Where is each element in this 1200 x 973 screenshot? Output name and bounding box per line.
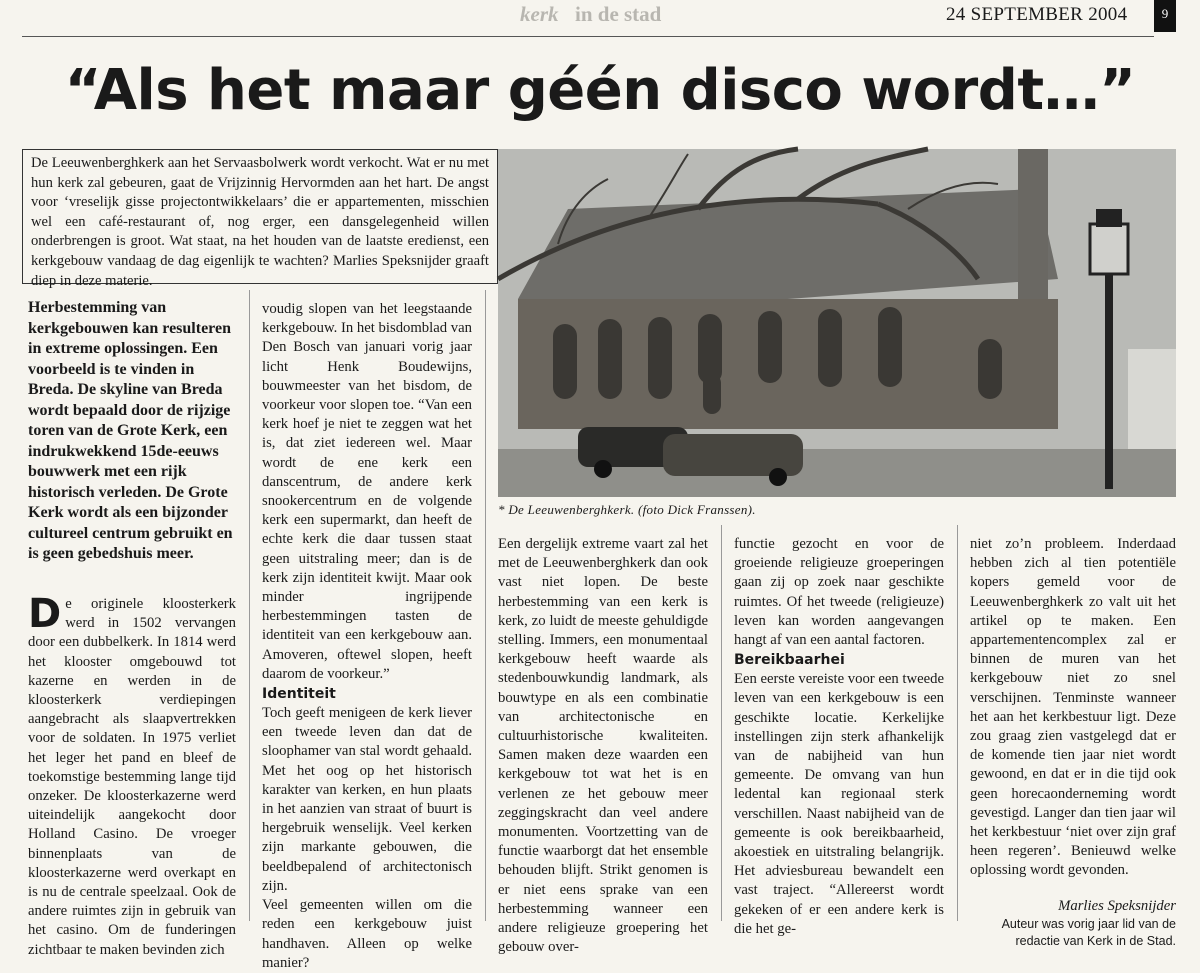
author-name: Marlies Speksnijder <box>1058 897 1176 914</box>
body-text: voudig slopen van het leegstaande kerkgebouw. In het bisdomblad van Den Bosch van januari vorig jaar licht Henk Boudewijns, bouwmeester van het bisdom, de voorkeur voor slopen toe. “Van een kerk hoef je niet te zeggen wat het is, dat ziet iedereen wel. Maar wordt de ene kerk een danscentrum, de andere kerk snookercentrum en de volgende kerk een supermarkt, dan heeft de echte kerk die daar tussen staat geen uitstraling meer; dan is de kerk zijn identiteit kwijt. Maar ook minder ingrijpende herbestemmingen tasten de identiteit van een kerkgebouw aan. Amoveren, oftewel slopen, heeft daarom de voorkeur.” <box>262 301 472 682</box>
article-column-3 <box>498 535 708 956</box>
section-title-kerk: kerk <box>520 2 559 26</box>
author-bio: Auteur was vorig jaar lid van de redactie van Kerk in de Stad. <box>1001 916 1176 948</box>
body-text: niet zo’n probleem. Inderdaad hebben zich al tien potentiële kopers gemeld voor de Leeuwenberghkerk zo valt uit het artikel op te maken. Een appartementencomplex zal er binnen de muren van het kerkgebouw niet zo snel verschijnen. Tenminste wanneer het aan het kerkbestuur ligt. Deze zou graag zien vastgelegd dat er de komende tien jaar niet wordt gewoond, en dat er in die tijd ook geen horecaonderneming wordt gevestigd. Langer dan tien jaar wil het kerkbestuur ‘niet over zijn graf heen regeren’. Benieuwd welke oplossing wordt gevonden. <box>970 536 1176 879</box>
header-rule <box>22 36 1154 37</box>
article-column-5 <box>970 535 1176 948</box>
intro-box: De Leeuwenberghkerk aan het Servaasbolwerk wordt verkocht. Wat er nu met hun kerk zal gebeuren, gaat de Vrijzinnig Hervormden aan het hart. De angst voor ‘vreselijk gisse projectontwikkelaars’ die er appartementen, misschien wel een café-restaurant of, nog erger, een dansgelegenheid willen onderbrengen is groot. Wat staat, na het houden van de laatste eredienst, een kerkgebouw vandaag de dag eigenlijk te wachten? Marlies Speksnijder graaft diep in deze materie. <box>22 149 498 284</box>
column-rule <box>249 290 250 921</box>
body-text: functie gezocht en voor de groeiende religieuze groeperingen gaan zij op zoek naar geschikte ruimtes. Of het tweede (religieuze) leven kan worden aangevangen hangt af van een aantal factoren. <box>734 536 944 649</box>
body-text: Veel gemeenten willen om die reden een kerkgebouw juist handhaven. Alleen op welke manier? <box>262 897 472 971</box>
lead-paragraph: Herbestemming van kerkgebouwen kan resulteren in extreme oplossingen. Een voorbeeld is te vinden in Breda. De skyline van Breda wordt bepaald door de rijzige toren van de Grote Kerk, een indrukwekkend 15de-eeuws bouwwerk met een rijk historisch verleden. De Grote Kerk wordt als een bijzonder cultureel centrum gebruikt en is geen gebedshuis meer. <box>28 299 233 562</box>
body-text: Een eerste vereiste voor een tweede leven van een kerkgebouw is een geschikte locatie. Kerkelijke instellingen zijn sterk afhankelijk van de nabijheid van hun gemeente. De omvang van hun ledental kan regionaal sterk verschillen. Naast nabijheid van de gemeente is ook bereikbaarheid, akoestiek en uitstraling belangrijk. Het adviesbureau bewandelt een vast traject. “Allereerst wordt gekeken of er een andere kerk is die het ge- <box>734 671 944 937</box>
article-column-1 <box>28 591 236 958</box>
body-text: Een dergelijk extreme vaart zal het met de Leeuwenberghkerk dan ook vast niet lopen. De beste herbestemming van een kerk is kerk, zo luidt de meeste gehuldigde stelling. Immers, een monumentaal kerkgebouw heeft waarde als stedenbouwkundig landmark, als bouwtype en als een combinatie van architectonische en cultuurhistorische kwaliteiten. Samen maken deze waarden een kerkgebouw tot wat het is en verlenen ze het gebouw meer zeggingskracht dan veel andere monumenten. Voortzetting van de functie waarborgt dat het ensemble behouden blijft. Strikt genomen is er niet eens sprake van een herbestemming wanneer een andere religieuze groepering het gebouw over- <box>498 536 708 956</box>
column-rule <box>721 525 722 921</box>
page-number: 9 <box>1154 0 1176 32</box>
church-photo <box>498 149 1176 497</box>
drop-cap: D <box>28 591 62 637</box>
headline: “Als het maar géén disco wordt…” <box>64 58 1136 123</box>
subheading-bereikbaarheid: Bereikbaarhei <box>734 652 845 669</box>
body-text: e originele kloosterkerk werd in 1502 vervangen door een dubbelkerk. In 1814 werd het klooster omgebouwd tot kazerne en werden in de kloosterkerk verdiepingen aangebracht als slaapvertrekken voor de soldaten. In 1975 verliet het leger het pand en bleef de toekomstige bestemming lange tijd onzeker. De kloosterkazerne werd uiteindelijk aangekocht door Holland Casino. De vroeger binnenplaats van de kloosterkazerne werd overkapt en is nu de centrale speelzaal. Ook de andere ruimtes zijn in gebruik van het casino. Om de funderingen zichtbaar te maken bevinden zich <box>28 596 236 958</box>
body-text: Toch geeft menigeen de kerk liever een tweede leven dan dat de sloophamer van stal wordt gehaald. Met het oog op het historisch karakter van kerken, en hun plaats in het aanzien van straat of buurt is hergebruik wenselijk. Veel kerken zijn markante gebouwen, die beeldbepalend of architectonisch zijn. <box>262 705 472 894</box>
section-title: in de stad <box>575 2 662 26</box>
issue-date: 24 SEPTEMBER 2004 <box>946 4 1128 25</box>
article-column-2 <box>262 300 472 971</box>
article-column-4 <box>734 535 944 937</box>
column-rule <box>957 525 958 921</box>
subheading-identiteit: Identiteit <box>262 686 336 703</box>
photo-caption: * De Leeuwenberghkerk. (foto Dick Franssen). <box>498 502 756 517</box>
church-illustration <box>498 149 1176 497</box>
column-rule <box>485 290 486 921</box>
